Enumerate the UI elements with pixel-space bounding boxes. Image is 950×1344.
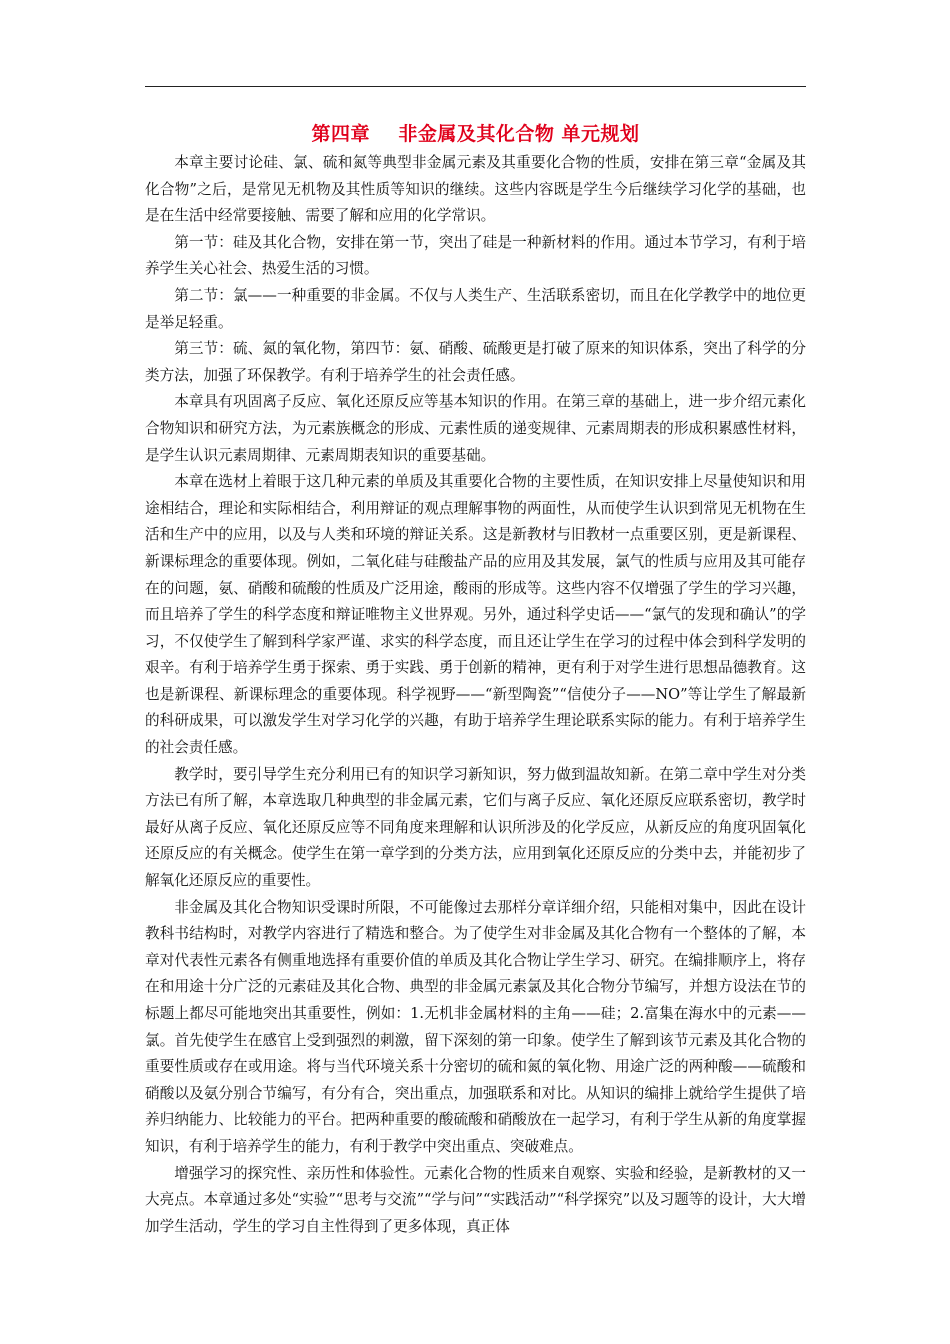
paragraph-teaching: 教学时，要引导学生充分利用已有的知识学习新知识，努力做到温故知新。在第二章中学生对分类方法已有所了解，本章选取几种典型的非金属元素，它们与离子反应、氧化还原反应联系密切，教学时最好从离子反应、氧化还原反应等不同角度来理解和认识所涉及的化学反应，从新反应的角度巩固氧化还原反应的有关概念。使学生在第一章学到的分类方法，应用到氧化还原反应的分类中去，并能初步了解氧化还原反应的重要性。 bbox=[145, 765, 806, 890]
document-body bbox=[145, 120, 806, 1240]
page-title: 第四章 非金属及其化合物 单元规划 bbox=[311, 123, 640, 145]
paragraph-material-selection: 本章在选材上着眼于这几种元素的单质及其重要化合物的主要性质，在知识安排上尽量使知识和用途相结合，理论和实际相结合，利用辩证的观点理解事物的两面性，从而使学生认识到常见无机物在生活和生产中的应用，以及与人类和环境的辩证关系。这是新教材与旧教材一点重要区别，更是新课程、新课标理念的重要体现。例如，二氧化硅与硅酸盐产品的应用及其发展，氯气的性质与应用及其可能存在的问题，氨、硝酸和硫酸的性质及广泛用途，酸雨的形成等。这些内容不仅增强了学生的学习兴趣，而且培养了学生的科学态度和辩证唯物主义世界观。另外，通过科学史话——“氯气的发现和确认”的学习，不仅使学生了解到科学家严谨、求实的科学态度，而且还让学生在学习的过程中体会到科学发明的艰辛。有利于培养学生勇于探索、勇于实践、勇于创新的精神，更有利于对学生进行思想品德教育。这也是新课程、新课标理念的重要体现。科学视野——“新型陶瓷”“信使分子——NO”等让学生了解最新的科研成果，可以激发学生对学习化学的兴趣，有助于培养学生理论联系实际的能力。有利于培养学生的社会责任感。 bbox=[145, 473, 806, 757]
paragraph-section-2: 第二节：氯——一种重要的非金属。不仅与人类生产、生活联系密切，而且在化学教学中的地位更是举足轻重。 bbox=[145, 286, 806, 331]
header-rule bbox=[145, 86, 806, 87]
paragraph-role: 本章具有巩固离子反应、氧化还原反应等基本知识的作用。在第三章的基础上，进一步介绍元素化合物知识和研究方法，为元素族概念的形成、元素性质的递变规律、元素周期表的形成积累感性材料，是学生认识元素周期律、元素周期表知识的重要基础。 bbox=[145, 393, 806, 464]
paragraph-structure: 非金属及其化合物知识受课时所限，不可能像过去那样分章详细介绍，只能相对集中，因此在设计教科书结构时，对教学内容进行了精选和整合。为了使学生对非金属及其化合物有一个整体的了解，本章对代表性元素各有侧重地选择有重要价值的单质及其化合物让学生学习、研究。在编排顺序上，将存在和用途十分广泛的元素硅及其化合物、典型的非金属元素氯及其化合物分节编写，并想方设法在节的标题上都尽可能地突出其重要性，例如：1.无机非金属材料的主角——硅；2.富集在海水中的元素——氯。首先使学生在感官上受到强烈的刺激，留下深刻的第一印象。使学生了解到该节元素及其化合物的重要性质或存在或用途。将与当代环境关系十分密切的硫和氮的氧化物、用途广泛的两种酸——硫酸和硝酸以及氨分别合节编写，有分有合，突出重点，加强联系和对比。从知识的编排上就给学生提供了培养归纳能力、比较能力的平台。把两种重要的酸硫酸和硝酸放在一起学习，有利于学生从新的角度掌握知识，有利于培养学生的能力，有利于教学中突出重点、突破难点。 bbox=[145, 898, 806, 1155]
paragraph-section-3-4: 第三节：硫、氮的氧化物，第四节：氨、硝酸、硫酸更是打破了原来的知识体系，突出了科学的分类方法，加强了环保教学。有利于培养学生的社会责任感。 bbox=[145, 340, 806, 384]
paragraph-intro: 本章主要讨论硅、氯、硫和氮等典型非金属元素及其重要化合物的性质，安排在第三章“金属及其化合物”之后，是常见无机物及其性质等知识的继续。这些内容既是学生今后继续学习化学的基础，也是在生活中经常要接触、需要了解和应用的化学常识。 bbox=[145, 154, 806, 225]
paragraph-inquiry: 增强学习的探究性、亲历性和体验性。元素化合物的性质来自观察、实验和经验，是新教材的又一大亮点。本章通过多处“实验”“思考与交流”“学与问”“实践活动”“科学探究”以及习题等的设计，大大增加学生活动，学生的学习自主性得到了更多体现，真正体 bbox=[145, 1164, 806, 1235]
paragraph-section-1: 第一节：硅及其化合物，安排在第一节，突出了硅是一种新材料的作用。通过本节学习，有利于培养学生关心社会、热爱生活的习惯。 bbox=[145, 233, 806, 278]
